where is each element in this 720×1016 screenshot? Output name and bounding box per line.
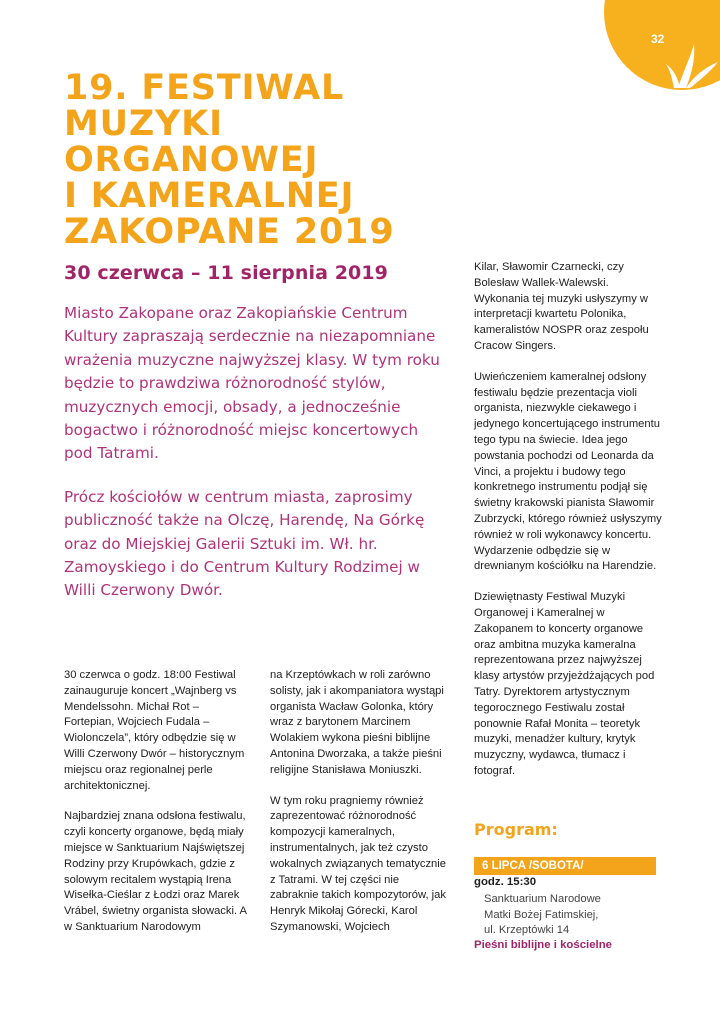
intro-text <box>64 302 444 623</box>
body-paragraph: W tym roku pragniemy również zaprezentować różnorodność kompozycji kameralnych, instrumentalnych, jak też czysto wokalnych związanych tematycznie z Tatrami. W tej części nie zabraknie takich kompozytorów, jak Henryk Mikołaj Górecki, Karol Szymanowski, Wojciech <box>270 794 446 933</box>
program-heading: Program: <box>474 820 558 839</box>
body-paragraph: Dziewiętnasty Festiwal Muzyki Organowej i Kameralnej w Zakopanem to koncerty organowe oraz ambitna muzyka kameralna reprezentowana przez najwyższej klasy artystów przyjeżdżających pod Tatry. Dyrektorem artystycznym tegorocznego Festiwalu został ponownie Rafał Monita – teoretyk muzyki, menadżer kultury, krytyk muzyczny, wydawca, tłumacz i fotograf. <box>474 591 655 777</box>
page-title <box>64 70 484 250</box>
intro-paragraph: Miasto Zakopane oraz Zakopiańskie Centrum Kultury zapraszają serdecznie na niezapomniane wrażenia muzyczne najwyższej klasy. W tym roku będzie to prawdziwa różnorodność stylów, muzycznych emocji, obsady, a jednocześnie bogactwo i różnorodność miejsc koncertowych pod Tatrami. <box>64 304 440 463</box>
text-column-3 <box>474 260 664 795</box>
event-title: Pieśni biblijne i kościelne <box>474 939 613 951</box>
leaf-icon <box>664 40 720 90</box>
title-line: 19. FESTIWAL <box>64 68 345 108</box>
page-number: 32 <box>651 32 665 46</box>
intro-paragraph: Prócz kościołów w centrum miasta, zaprosimy publiczność także na Olczę, Harendę, Na Górkę oraz do Miejskiej Galerii Sztuki im. Wł. hr. Zamoyskiego i do Centrum Kultury Rodzimej w Willi Czerwony Dwór. <box>64 487 425 600</box>
program-day-bar: 6 LIPCA /SOBOTA/ <box>474 857 656 875</box>
body-paragraph: Uwieńczeniem kameralnej odsłony festiwalu będzie prezentacja violi organista, niezwykle ciekawego i jedynego koncertującego instrumentu tego typu na świecie. Idea jego powstania pochodzi od Leonarda da Vinci, a projektu i budowy tego konkretnego instrumentu podjął się świetny krakowski pianista Sławomir Zubrzycki, którego również usłyszymy również w roli wykonawcy koncertu. Wydarzenie odbędzie się w drewnianym kościółku na Harendzie. <box>474 370 662 573</box>
event-venue <box>484 892 654 939</box>
body-paragraph: na Krzeptówkach w roli zarówno solisty, jak i akompaniatora wystąpi organista Wacław Golonka, który wraz z barytonem Marcinem Wolakiem wykona pieśni biblijne Antonina Dworzaka, a także pieśni religijne Stanisława Moniuszki. <box>270 669 444 776</box>
body-paragraph: Najbardziej znana odsłona festiwalu, czyli koncerty organowe, będą miały miejsce w Sanktuarium Najświętszej Rodziny przy Krupówkach, gdzie z solowym recitalem wystąpią Irena Wisełka-Cieślar z Łodzi oraz Marek Vrábel, świetny organista słowacki. A w Sanktuarium Narodowym <box>64 810 247 933</box>
event-time: godz. 15:30 <box>474 876 537 888</box>
festival-dates: 30 czerwca – 11 sierpnia 2019 <box>64 262 388 284</box>
body-paragraph: Kilar, Sławomir Czarnecki, czy Bolesław Wallek-Walewski. Wykonania tej muzyki usłyszymy w interpretacji kwartetu Polonika, kameralistów NOSPR oraz zespołu Cracow Singers. <box>474 261 649 352</box>
title-line: ZAKOPANE 2019 <box>64 212 395 252</box>
text-column-1 <box>64 668 247 951</box>
venue-line: ul. Krzeptówki 14 <box>484 924 570 937</box>
title-line: MUZYKI ORGANOWEJ <box>64 104 319 180</box>
venue-line: Matki Bożej Fatimskiej, <box>484 908 599 921</box>
title-line: I KAMERALNEJ <box>64 176 355 216</box>
body-paragraph: 30 czerwca o godz. 18:00 Festiwal zainauguruje koncert „Wajnberg vs Mendelssohn. Michał Rot – Fortepian, Wojciech Fudala – Wiolonczela”, który odbędzie się w Willi Czerwony Dwór – historycznym miejscu oraz regionalnej perle architektonicznej. <box>64 669 245 792</box>
venue-line: Sanktuarium Narodowe <box>484 893 601 905</box>
text-column-2 <box>270 668 450 951</box>
